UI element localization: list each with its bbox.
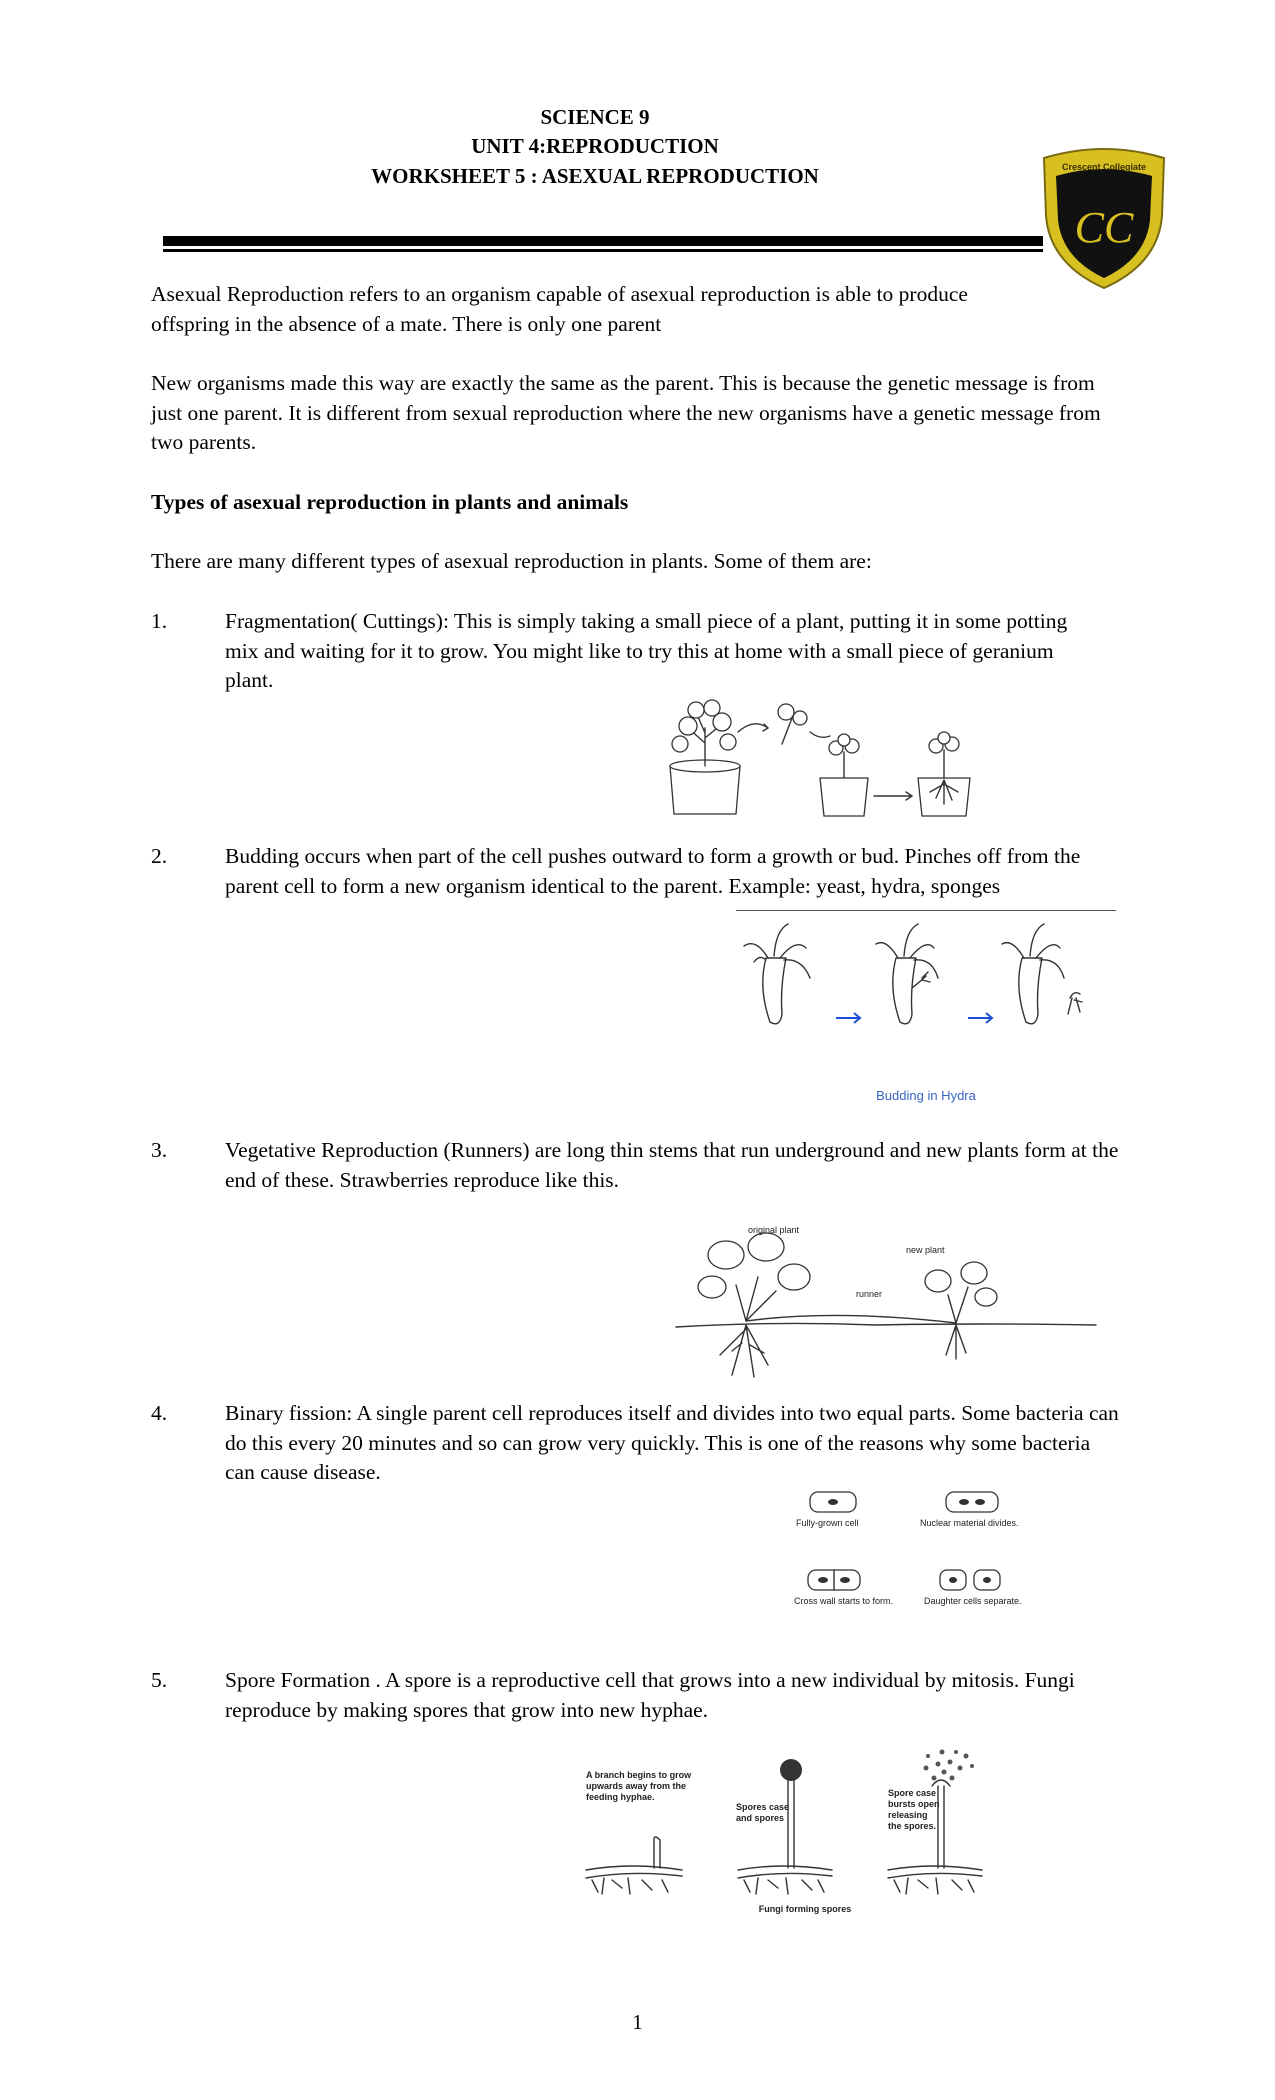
fission-step-2: Nuclear material divides. [920,1518,1019,1528]
spore-step-1: A branch begins to grow upwards away from the feeding hyphae. [586,1770,692,1802]
cuttings-diagram [660,688,1000,816]
binary-fission-diagram [790,1490,1040,1610]
section-heading: Types of asexual reproduction in plants and animals [151,490,629,514]
fungi-spores-diagram [582,1748,1022,1918]
worksheet-unit: UNIT 4:REPRODUCTION [471,134,719,158]
item-text-2: Budding occurs when part of the cell pushes outward to form a growth or bud. Pinches off from the parent cell to form a new organism identical to the parent. Example: yeast, hydra, sponges [225,844,1081,898]
item-text-5: Spore Formation . A spore is a reproductive cell that grows into a new individual by mitosis. Fungi reproduce by making spores that grow into new hyphae. [225,1668,1075,1722]
item-number-1: 1. [151,609,168,633]
strawberry-runner-diagram [676,1225,1106,1383]
logo-ring-text: Crescent Collegiate [1061,162,1147,172]
section-intro: There are many different types of asexual reproduction in plants. Some of them are: [151,549,872,573]
page-number: 1 [632,2010,643,2034]
spore-caption: Fungi forming spores [758,1904,852,1914]
label-new-plant: new plant [906,1245,945,1255]
logo-monogram: CC [1074,203,1134,252]
worksheet-title: WORKSHEET 5 : ASEXUAL REPRODUCTION [371,164,819,188]
budding-caption: Budding in Hydra [876,1088,976,1103]
intro-paragraph-1: Asexual Reproduction refers to an organism capable of asexual reproduction is able to produce offspring in the absence of a mate. There is only one parent [151,282,968,336]
school-crest-logo [1040,146,1168,292]
fission-step-1: Fully-grown cell [796,1518,859,1528]
spore-step-3: Spore case bursts open releasing the spores. [888,1788,940,1831]
item-number-3: 3. [151,1138,168,1162]
item-text-3: Vegetative Reproduction (Runners) are long thin stems that run underground and new plants form at the end of these. Strawberries reproduce like this. [225,1138,1119,1192]
worksheet-subject: SCIENCE 9 [540,105,650,129]
fission-step-3: Cross wall starts to form. [794,1596,894,1606]
hydra-budding-diagram [736,918,1116,1103]
intro-paragraph-2: New organisms made this way are exactly the same as the parent. This is because the genetic message is from just one parent. It is different from sexual reproduction where the new organisms have a genetic message from two parents. [151,371,1101,454]
item-text-4: Binary fission: A single parent cell reproduces itself and divides into two equal parts. Some bacteria can do this every 20 minutes and so can grow very quickly. This is one of the reasons why some bacteria can cause disease. [225,1401,1119,1484]
label-runner: runner [856,1289,883,1299]
fission-step-4: Daughter cells separate. [924,1596,1022,1606]
item-number-5: 5. [151,1668,168,1692]
budding-top-rule [736,910,1116,911]
item-number-2: 2. [151,844,168,868]
label-original-plant: original plant [748,1225,800,1235]
item-number-4: 4. [151,1401,168,1425]
spore-step-2: Spores case and spores [736,1802,790,1823]
item-text-1: Fragmentation( Cuttings): This is simply taking a small piece of a plant, putting it in some potting mix and waiting for it to grow. You might like to try this at home with a small piece of geranium plant. [225,609,1068,692]
